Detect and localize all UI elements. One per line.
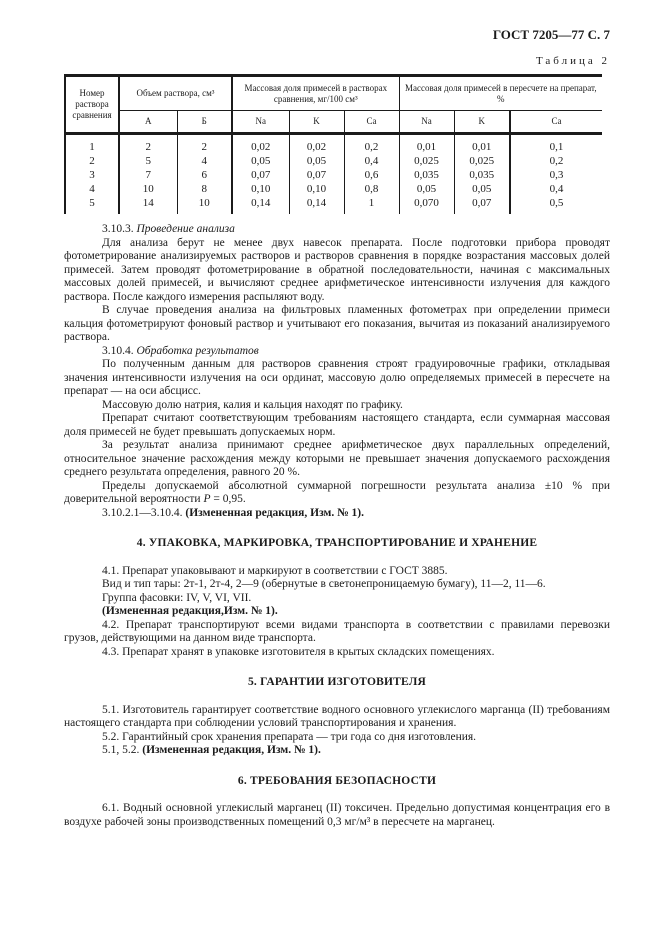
paragraph xyxy=(64,345,610,359)
bold-text: (Измененная редакция, Изм. № 1). xyxy=(185,506,365,519)
data-cell: 0,4 xyxy=(549,183,564,195)
paragraph: Группа фасовки: IV, V, VI, VII. xyxy=(102,591,252,604)
data-cell: 0,02 xyxy=(232,134,289,155)
data-cell: 4 xyxy=(177,154,232,168)
paragraph: Массовую долю натрия, калия и кальция находят по графику. xyxy=(102,398,403,411)
paragraph xyxy=(64,605,610,619)
section-heading: 5. ГАРАНТИИ ИЗГОТОВИТЕЛЯ xyxy=(247,676,427,688)
data-cell: 4 xyxy=(65,182,119,196)
data-cell: 0,5 xyxy=(549,197,564,209)
data-cell: 0,035 xyxy=(399,168,454,182)
table-row xyxy=(65,168,602,182)
subheader-cell: Б xyxy=(177,111,232,134)
data-cell: 0,10 xyxy=(289,182,344,196)
text-run: = 0,95. xyxy=(210,493,246,505)
header-cell: Номер раствора сравнения xyxy=(65,76,119,134)
paragraph: Для анализа берут не менее двух навесок препарата. После подготовки прибора проводят фотометрирование анализируемых растворов и растворов сравнения в порядке возрастания массовых долей примесей. Затем проводят фотометрирование в обратной последовательности, начиная с максимальных массовых долей примесей, и вычисляют среднее арифметическое интенсивности излучения для каждого раствора. После каждого измерения распыляют воду. xyxy=(64,236,610,303)
data-cell: 0,14 xyxy=(232,196,289,214)
data-cell: 0,01 xyxy=(454,134,510,155)
paragraph: 5.2. Гарантийный срок хранения препарата — три года со дня изготовления. xyxy=(102,730,477,743)
document-body xyxy=(64,223,610,829)
paragraph: Вид и тип тары: 2т-1, 2т-4, 2—9 (обернутые в светонепроницаемую бумагу), 11—2, 11—6. xyxy=(102,578,546,590)
italic-text: Обработка результатов xyxy=(136,344,259,357)
paragraph xyxy=(64,744,610,758)
data-cell: 5 xyxy=(65,196,119,214)
reference-solutions-table xyxy=(64,74,602,214)
data-cell: 0,8 xyxy=(344,182,399,196)
table-caption: Таблица 2 xyxy=(535,55,610,67)
data-cell: 0,025 xyxy=(399,154,454,168)
bold-text: (Измененная редакция,Изм. № 1). xyxy=(102,605,278,617)
data-cell: 0,14 xyxy=(289,196,344,214)
text-run: 3.10.3. xyxy=(102,223,137,235)
data-cell: 7 xyxy=(119,168,177,182)
data-cell: 0,10 xyxy=(232,182,289,196)
data-cell: 0,05 xyxy=(399,182,454,196)
data-cell: 0,3 xyxy=(549,169,564,181)
data-cell: 2 xyxy=(177,134,232,155)
text-run: 3.10.2.1—3.10.4. xyxy=(102,506,186,519)
data-cell: 2 xyxy=(65,154,119,168)
table-row xyxy=(65,182,602,196)
data-cell: 0,05 xyxy=(454,182,510,196)
data-cell: 6 xyxy=(177,168,232,182)
data-cell: 10 xyxy=(177,196,232,214)
paragraph: 4.3. Препарат хранят в упаковке изготовителя в крытых складских помещениях. xyxy=(102,645,495,658)
subheader-cell: K xyxy=(454,111,510,134)
subheader-cell: Na xyxy=(399,111,454,134)
italic-text: Проведение анализа xyxy=(136,223,235,235)
paragraph: 4.2. Препарат транспортируют всеми видами транспорта в соответствии с правилами перевозки грузов, действующими на данном виде транспорта. xyxy=(64,618,610,644)
subheader-cell: Ca xyxy=(510,111,602,134)
data-cell: 10 xyxy=(119,182,177,196)
data-cell: 0,6 xyxy=(344,168,399,182)
data-cell: 0,02 xyxy=(289,134,344,155)
paragraph xyxy=(64,480,610,507)
data-cell: 0,07 xyxy=(289,168,344,182)
data-cell: 0,2 xyxy=(344,134,399,155)
table-body xyxy=(65,134,602,215)
data-cell: 1 xyxy=(65,134,119,155)
document-page xyxy=(64,28,610,829)
paragraph: Препарат считают соответствующим требованиям настоящего стандарта, если суммарная массовая доля примесей не будет превышать допускаемых норм. xyxy=(64,412,610,438)
data-cell: 0,035 xyxy=(454,168,510,182)
data-cell: 2 xyxy=(119,134,177,155)
data-cell: 3 xyxy=(65,168,119,182)
data-cell: 0,07 xyxy=(232,168,289,182)
text-run: Пределы допускаемой абсолютной суммарной погрешности результата анализа ±10 % при доверительной вероятности xyxy=(64,479,610,505)
paragraph: 6.1. Водный основной углекислый марганец (II) токсичен. Предельно допустимая концентрация его в воздухе рабочей зоны производственных помещений 0,3 мг/м³ в пересчете на марганец. xyxy=(64,802,610,828)
section-heading: 6. ТРЕБОВАНИЯ БЕЗОПАСНОСТИ xyxy=(237,774,437,787)
page-header: ГОСТ 7205—77 С. 7 xyxy=(492,27,610,42)
bold-text: (Измененная редакция, Изм. № 1). xyxy=(142,744,321,756)
data-cell: 14 xyxy=(119,196,177,214)
group-header-cell: Объем раствора, см³ xyxy=(119,76,232,111)
italic-text: Р xyxy=(203,493,211,505)
data-cell: 0,05 xyxy=(232,154,289,168)
table-row xyxy=(65,154,602,168)
group-header-cell: Массовая доля примесей в пересчете на препарат, % xyxy=(399,76,602,111)
paragraph xyxy=(64,223,610,237)
paragraph: 4.1. Препарат упаковывают и маркируют в соответствии с ГОСТ 3885. xyxy=(102,564,448,577)
paragraph: По полученным данным для растворов сравнения строят градуировочные графики, откладывая значения интенсивности излучения на оси ординат, массовую долю определяемых примесей в пересчете на препарат — на оси абсцисс. xyxy=(64,358,610,397)
group-header-cell: Массовая доля примесей в растворах сравнения, мг/100 см³ xyxy=(232,76,399,111)
data-cell: 0,1 xyxy=(549,141,564,153)
paragraph xyxy=(64,507,610,521)
text-run: 5.1, 5.2. xyxy=(102,744,143,756)
subheader-cell: Na xyxy=(232,111,289,134)
data-cell: 0,4 xyxy=(344,154,399,168)
paragraph: В случае проведения анализа на фильтровых пламенных фотометрах при определении примеси кальция фотометрируют фоновый раствор и учитывают его показания, вычитая из показаний анализируемого раствора. xyxy=(64,304,610,343)
data-cell: 0,070 xyxy=(399,196,454,214)
data-cell: 1 xyxy=(344,196,399,214)
section-heading: 4. УПАКОВКА, МАРКИРОВКА, ТРАНСПОРТИРОВАНИЕ И ХРАНЕНИЕ xyxy=(136,537,538,549)
table-head xyxy=(65,76,602,134)
data-cell: 0,07 xyxy=(454,196,510,214)
data-cell: 0,025 xyxy=(454,154,510,168)
subheader-cell: Ca xyxy=(344,111,399,134)
subheader-cell: А xyxy=(119,111,177,134)
paragraph: За результат анализа принимают среднее арифметическое двух параллельных определений, относительное значение расхождения между которыми не превышает значения допускаемого расхождения среднего результата определения, равного 20 %. xyxy=(64,439,610,478)
data-cell: 0,05 xyxy=(289,154,344,168)
data-cell: 8 xyxy=(177,182,232,196)
paragraph: 5.1. Изготовитель гарантирует соответствие водного основного углекислого марганца (II) требованиям настоящего стандарта при соблюдении условий транспортирования и хранения. xyxy=(64,703,610,729)
table-row xyxy=(65,134,602,155)
table-row xyxy=(65,196,602,214)
text-run: 3.10.4. xyxy=(102,344,137,357)
data-cell: 5 xyxy=(119,154,177,168)
data-cell: 0,2 xyxy=(549,155,564,167)
data-cell: 0,01 xyxy=(399,134,454,155)
subheader-cell: K xyxy=(289,111,344,134)
